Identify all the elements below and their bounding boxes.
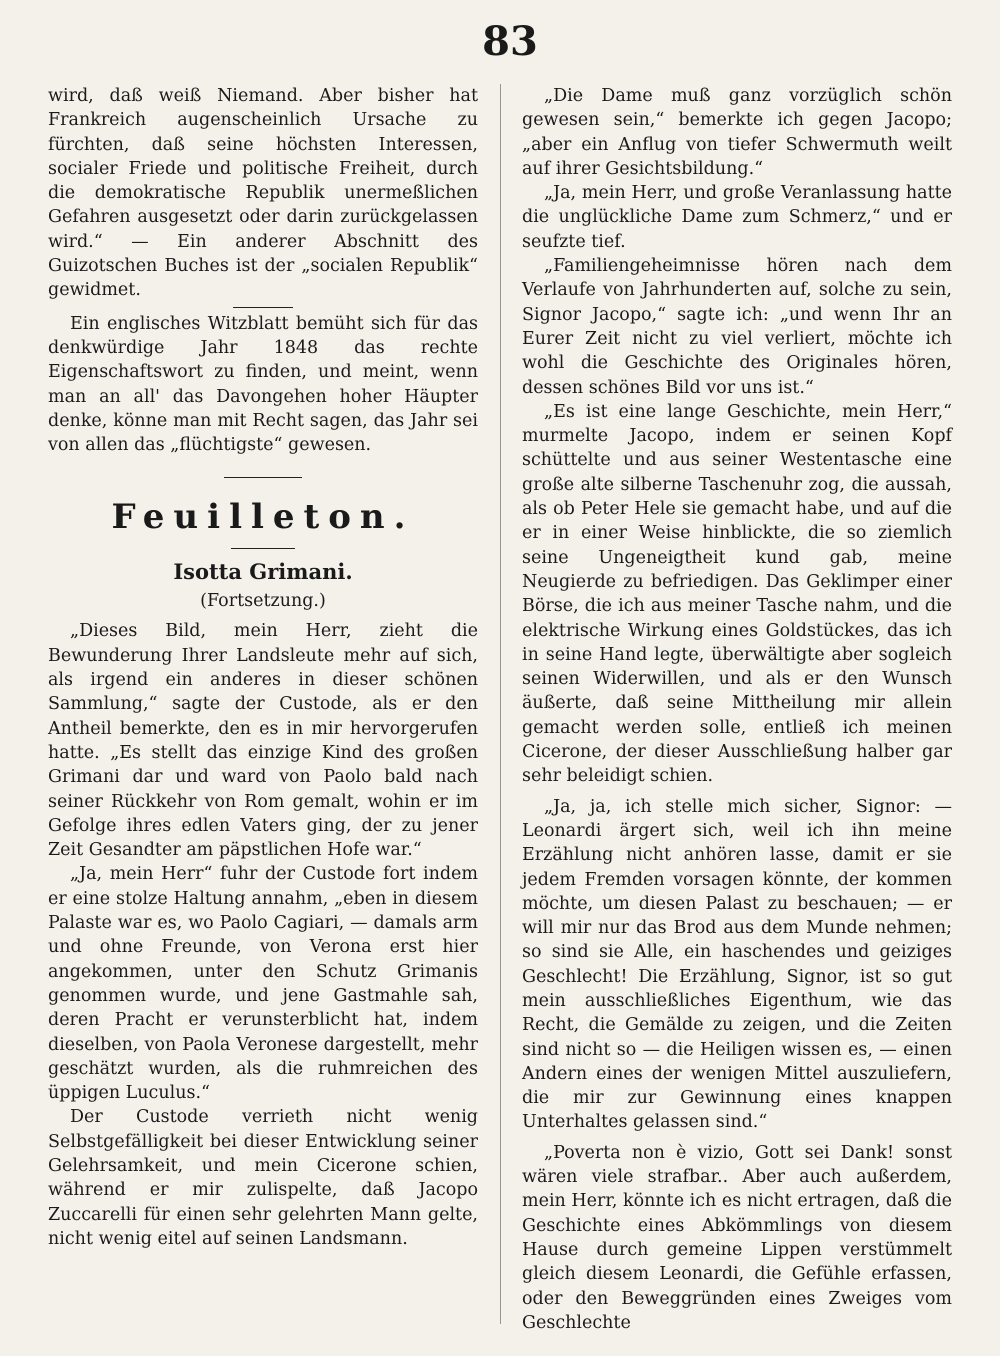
page-number: 83 — [482, 18, 538, 65]
separator-rule — [233, 307, 293, 308]
right-column — [522, 84, 952, 1335]
two-column-body — [48, 84, 952, 1335]
left-column — [48, 84, 478, 1335]
story-title: Isotta Grimani. — [173, 559, 353, 585]
story-paragraph: „Dieses Bild, mein Herr, zieht die Bewunderung Ihrer Landsleute mehr auf sich, als irgend ein anderes in dieser schönen Sammlung,“ sagte der Custode, als er den Antheil bemerkte, den es in mir hervorgerufen hatte. „Es stellt das einzige Kind des großen Grimani dar und ward von Paolo bald nach seiner Rückkehr von Rom gemalt, wohin er im Gefolge ihres edlen Vaters ging, der zu jener Zeit Gesandter am päpstlichen Hofe war.“ — [48, 621, 478, 861]
story-paragraph: Der Custode verrieth nicht wenig Selbstgefälligkeit bei dieser Entwicklung seiner Gelehrsamkeit, und mein Cicerone schien, während er mir zulispelte, daß Jacopo Zuccarelli für einen sehr gelehrten Mann gelte, nicht wenig eitel auf seinen Landsmann. — [48, 1107, 478, 1249]
story-paragraph: „Ja, mein Herr“ fuhr der Custode fort indem er eine stolze Haltung annahm, „eben in diesem Palaste war es, wo Paolo Cagiari, — damals arm und ohne Freunde, von Verona erst hier angekommen, unter den Schutz Grimanis genommen wurde, und jene Gastmahle sah, deren Pracht er verunsterblicht hat, indem dieselben, von Paola Veronese dargestellt, mehr geschätzt wurden, als die ruhmreichen des üppigen Luculus.“ — [48, 864, 478, 1104]
newspaper-page — [48, 18, 952, 1338]
continued-note: (Fortsetzung.) — [200, 591, 326, 612]
story-paragraph: „Ja, ja, ich stelle mich sicher, Signor: — Leonardi ärgert sich, weil ich ihn meine Erzählung nicht anhören lasse, damit er sie jedem Fremden vorsagen könnte, der kommen möchte, um diesen Palast zu beschauen; — er will mir nur das Brod aus dem Munde nehmen; so sind sie Alle, ein haschendes und geiziges Geschlecht! Die Erzählung, Signor, ist so gut mein ausschließliches Eigenthum, wie das Recht, die Gemälde zu zeigen, und die Zeiten sind nicht so — die Heiligen wissen es, — einen Andern eines der wenigen Mittel auszuliefern, die mir zur Gewinnung eines knappen Unterhaltes gelassen sind.“ — [522, 796, 952, 1133]
story-paragraph: „Die Dame muß ganz vorzüglich schön gewesen sein,“ bemerkte ich gegen Jacopo; „aber ein Anflug von tiefer Schwermuth weilt auf ihrer Gesichtsbildung.“ — [522, 86, 952, 179]
column-divider — [500, 84, 501, 1324]
section-rule — [224, 477, 302, 478]
story-paragraph: „Poverta non è vizio, Gott sei Dank! sonst wären viele strafbar.. Aber auch außerdem, mein Herr, könnte ich es nicht ertragen, daß die Geschichte eines Abkömmlings von diesem Hause durch gemeine Lippen verstümmelt gleich diesem Leonardi, die Gefühle erfassen, oder den Beweggründen eines Zweiges vom Geschlechte — [522, 1142, 952, 1333]
title-rule — [231, 548, 295, 549]
paragraph-guizot-end: wird, daß weiß Niemand. Aber bisher hat Frankreich augenscheinlich Ursache zu fürchten, daß seine höchsten Interessen, socialer Friede und politische Freiheit, durch die demokratische Republik unermeßlichen Gefahren ausgesetzt oder darin zurückgelassen wird.“ — Ein anderer Abschnitt des Guizotschen Buches ist der „socialen Republik“ gewidmet. — [48, 86, 478, 301]
story-paragraph: „Es ist eine lange Geschichte, mein Herr,“ murmelte Jacopo, indem er seinen Kopf schüttelte und aus seiner Westentasche eine große alte silberne Taschenuhr zog, die aussah, als ob Peter Hele sie gemacht habe, und auf die er in einer Weise hinblickte, die so ziemlich seine Ungeneigtheit kund gab, meine Neugierde zu befriedigen. Das Geklimper einer Börse, die ich aus meiner Tasche nahm, und die elektrische Wirkung eines Goldstückes, das ich in seine Hand legte, überwältigte aber sogleich seinen Widerwillen, und als er den Wunsch äußerte, daß seine Mittheilung mir allein gemacht werden solle, entließ ich meinen Cicerone, der dieser Ausschließung halber gar sehr beleidigt schien. — [522, 401, 952, 787]
story-paragraph: „Familiengeheimnisse hören nach dem Verlaufe von Jahrhunderten auf, solche zu sein, Signor Jacopo,“ sagte ich: „und wenn Ihr an Eurer Zeit nicht zu viel verliert, möchte ich wohl die Geschichte des Originales hören, dessen schönes Bild vor uns ist.“ — [522, 256, 952, 398]
feuilleton-heading: Feuilleton. — [111, 497, 415, 538]
paragraph-witzblatt: Ein englisches Witzblatt bemüht sich für das denkwürdige Jahr 1848 das rechte Eigenschaftswort zu finden, und meint, wenn man an all' das Davongehen hoher Häupter denke, könne man mit Recht sagen, das Jahr sei von allen das „flüchtigste“ gewesen. — [48, 313, 478, 456]
story-paragraph: „Ja, mein Herr, und große Veranlassung hatte die unglückliche Dame zum Schmerz,“ und er seufzte tief. — [522, 183, 952, 252]
